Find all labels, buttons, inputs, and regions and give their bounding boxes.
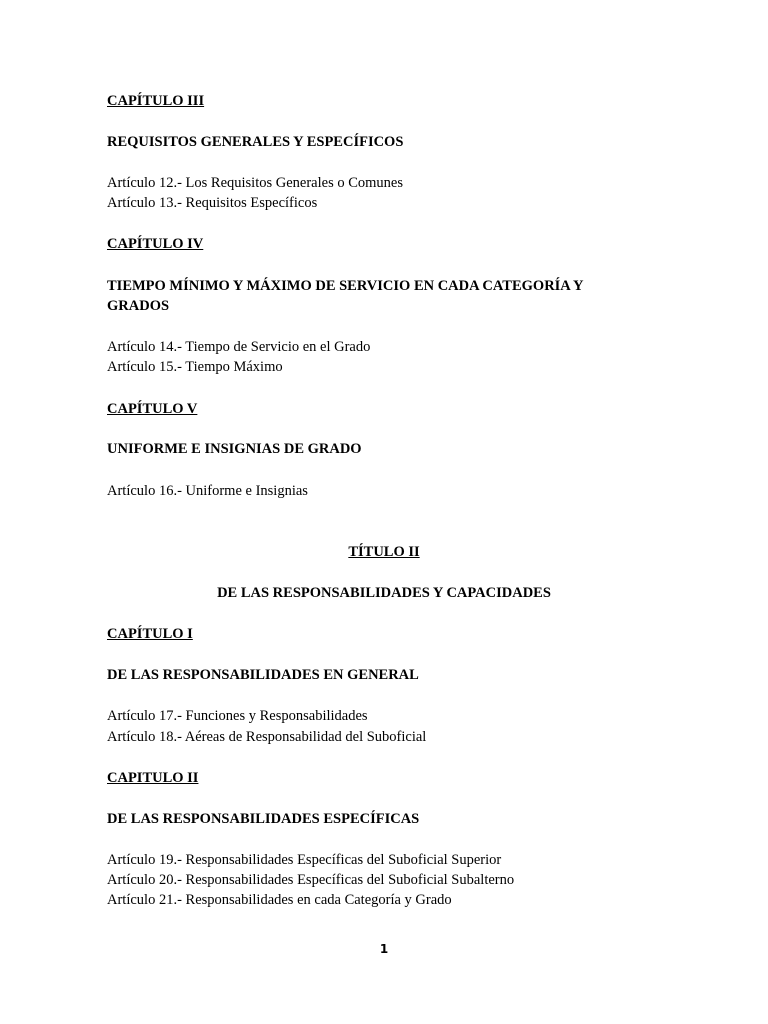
chapter-heading: CAPÍTULO I [107, 626, 193, 642]
chapter-title: TIEMPO MÍNIMO Y MÁXIMO DE SERVICIO EN CADA CATEGORÍA Y [107, 278, 584, 294]
article-entry: Artículo 14.- Tiempo de Servicio en el Grado [107, 339, 371, 355]
chapter-title: REQUISITOS GENERALES Y ESPECÍFICOS [107, 134, 404, 150]
article-entry: Artículo 18.- Aéreas de Responsabilidad del Suboficial [107, 729, 427, 745]
chapter-heading: CAPÍTULO V [107, 401, 198, 417]
title-heading: TÍTULO II [348, 544, 420, 560]
article-entry: Artículo 20.- Responsabilidades Específicas del Suboficial Subalterno [107, 872, 515, 888]
chapter-title-continuation: GRADOS [107, 298, 170, 314]
title-subtitle: DE LAS RESPONSABILIDADES Y CAPACIDADES [217, 585, 551, 601]
chapter-title: DE LAS RESPONSABILIDADES EN GENERAL [107, 667, 419, 683]
chapter-title: UNIFORME E INSIGNIAS DE GRADO [107, 441, 362, 457]
article-entry: Artículo 19.- Responsabilidades Específicas del Suboficial Superior [107, 852, 502, 868]
article-entry: Artículo 17.- Funciones y Responsabilidades [107, 708, 368, 724]
article-entry: Artículo 13.- Requisitos Específicos [107, 195, 318, 211]
page-number: 1 [379, 942, 389, 956]
article-entry: Artículo 16.- Uniforme e Insignias [107, 483, 308, 499]
article-entry: Artículo 12.- Los Requisitos Generales o Comunes [107, 175, 403, 191]
chapter-heading: CAPÍTULO IV [107, 236, 204, 252]
chapter-heading: CAPÍTULO III [107, 93, 205, 109]
chapter-title: DE LAS RESPONSABILIDADES ESPECÍFICAS [107, 811, 420, 827]
chapter-heading: CAPITULO II [107, 770, 199, 786]
article-entry: Artículo 15.- Tiempo Máximo [107, 359, 283, 375]
article-entry: Artículo 21.- Responsabilidades en cada Categoría y Grado [107, 892, 452, 908]
